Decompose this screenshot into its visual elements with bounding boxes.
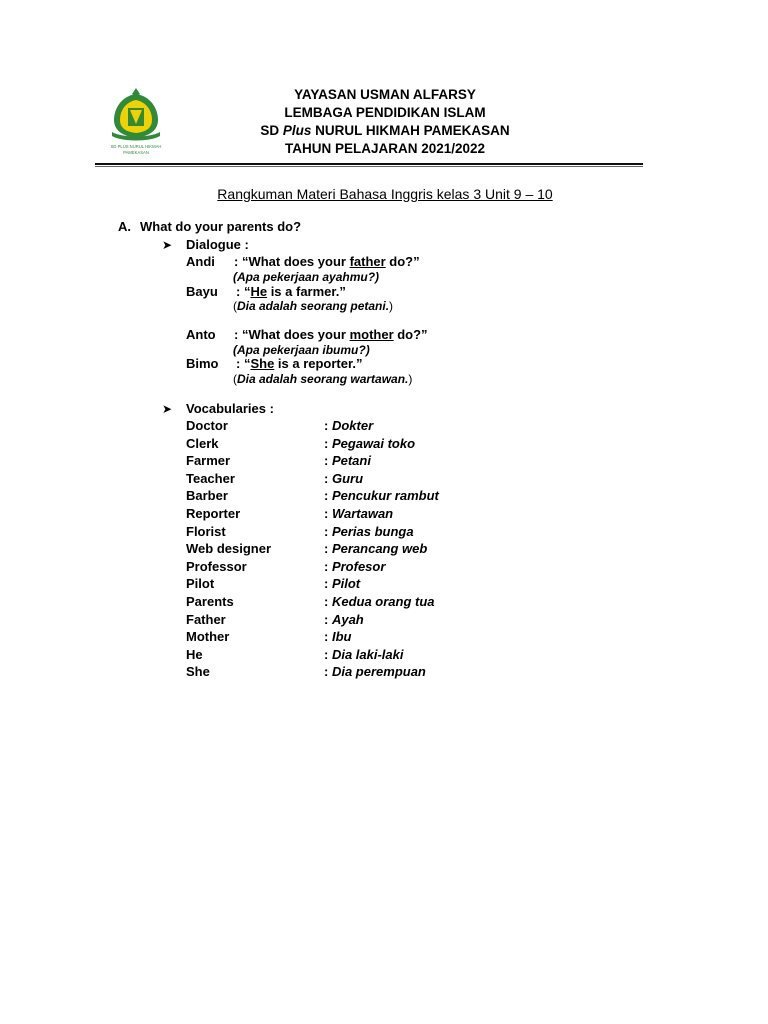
dialogue-line: : “He is a farmer.” — [236, 284, 346, 299]
school-plus: Plus — [282, 123, 312, 138]
vocab-meaning: : Profesor — [324, 558, 386, 574]
vocab-meaning-text: Ayah — [331, 611, 364, 627]
vocab-word: Pilot — [186, 576, 215, 592]
vocab-word: Doctor — [186, 418, 228, 433]
header-school — [180, 122, 590, 140]
vocab-meaning-text: Kedua orang tua — [331, 594, 435, 609]
vocab-word: Reporter — [186, 506, 241, 521]
vocab-meaning-text: Ibu — [331, 629, 352, 645]
vocab-meaning: : Wartawan — [324, 506, 394, 521]
vocab-meaning-text: Pencukur rambut — [331, 488, 439, 504]
dialogue-speaker: Bayu — [186, 284, 218, 299]
vocab-meaning: : Pegawai toko — [324, 435, 416, 451]
vocab-meaning-text: Wartawan — [331, 506, 394, 521]
vocab-word: Parents — [186, 594, 234, 609]
bullet-arrow-icon: ➤ — [162, 238, 173, 252]
school-name: NURUL HIKMAH PAMEKASAN — [311, 123, 510, 138]
header-divider-thin — [95, 166, 643, 167]
vocab-word: He — [186, 646, 203, 662]
section-a-marker: A. — [118, 219, 131, 234]
vocab-meaning: : Pencukur rambut — [324, 488, 439, 504]
logo-text-1: SD PLUS NURUL HIKMAH — [110, 144, 162, 149]
vocab-meaning: : Pilot — [324, 576, 361, 592]
vocab-word: Web designer — [186, 541, 272, 557]
vocab-word: Barber — [186, 488, 228, 504]
school-prefix: SD — [260, 123, 283, 138]
vocab-word: Teacher — [186, 470, 235, 486]
vocab-meaning-text: Profesor — [331, 558, 386, 574]
vocab-word: She — [186, 664, 210, 680]
page-title: Rangkuman Materi Bahasa Inggris kelas 3 Unit 9 – 10 — [217, 186, 553, 202]
header-year: TAHUN PELAJARAN 2021/2022 — [284, 141, 486, 156]
vocab-word: Florist — [186, 523, 226, 539]
vocab-word: Mother — [186, 629, 230, 645]
dialogue-line: : “What does your mother do?” — [234, 327, 428, 342]
vocab-meaning-text: Pilot — [331, 576, 361, 592]
logo-text-2: PAMEKASAN — [123, 150, 149, 155]
dialogue-translation: (Apa pekerjaan ayahmu?) — [233, 270, 380, 284]
school-logo-icon — [106, 86, 166, 158]
vocab-word: Father — [186, 611, 226, 627]
vocab-meaning: : Ayah — [324, 611, 364, 627]
vocab-meaning: : Kedua orang tua — [324, 594, 435, 609]
vocab-meaning: : Dia laki-laki — [324, 646, 404, 662]
dialogue-line: : “She is a reporter.” — [236, 356, 363, 371]
vocab-label: Vocabularies : — [186, 401, 274, 416]
vocab-meaning-text: Pegawai toko — [331, 435, 416, 451]
vocab-meaning: : Petani — [324, 453, 371, 469]
vocab-meaning-text: Dia laki-laki — [331, 646, 404, 662]
header-institution: LEMBAGA PENDIDIKAN ISLAM — [284, 105, 486, 120]
section-a-heading: What do your parents do? — [140, 219, 302, 234]
vocab-word: Farmer — [186, 453, 231, 469]
vocab-meaning: : Perancang web — [324, 541, 428, 557]
bullet-arrow-icon: ➤ — [162, 402, 173, 416]
dialogue-speaker: Andi — [186, 254, 215, 269]
vocab-meaning-text: Petani — [331, 453, 371, 469]
dialogue-speaker: Bimo — [186, 356, 219, 371]
dialogue-translation: (Dia adalah seorang petani.) — [233, 299, 394, 313]
header-foundation: YAYASAN USMAN ALFARSY — [294, 87, 476, 102]
vocab-meaning: : Ibu — [324, 629, 352, 645]
vocab-word: Clerk — [186, 435, 219, 451]
vocab-meaning-text: Dokter — [331, 418, 374, 433]
vocab-meaning: : Perias bunga — [324, 523, 414, 539]
vocab-meaning-text: Perancang web — [331, 541, 428, 557]
header-divider — [95, 163, 643, 165]
dialogue-translation: (Apa pekerjaan ibumu?) — [233, 343, 370, 357]
dialogue-translation: (Dia adalah seorang wartawan.) — [233, 372, 413, 386]
vocab-meaning: : Guru — [324, 470, 364, 486]
vocab-meaning-text: Guru — [331, 470, 364, 486]
vocab-meaning: : Dokter — [324, 418, 374, 433]
vocab-word: Professor — [186, 558, 247, 574]
dialogue-label: Dialogue : — [186, 237, 249, 252]
vocab-meaning: : Dia perempuan — [324, 664, 426, 680]
vocab-meaning-text: Perias bunga — [331, 523, 414, 539]
dialogue-speaker: Anto — [186, 327, 216, 342]
dialogue-line: : “What does your father do?” — [234, 254, 420, 269]
vocab-meaning-text: Dia perempuan — [331, 664, 426, 680]
